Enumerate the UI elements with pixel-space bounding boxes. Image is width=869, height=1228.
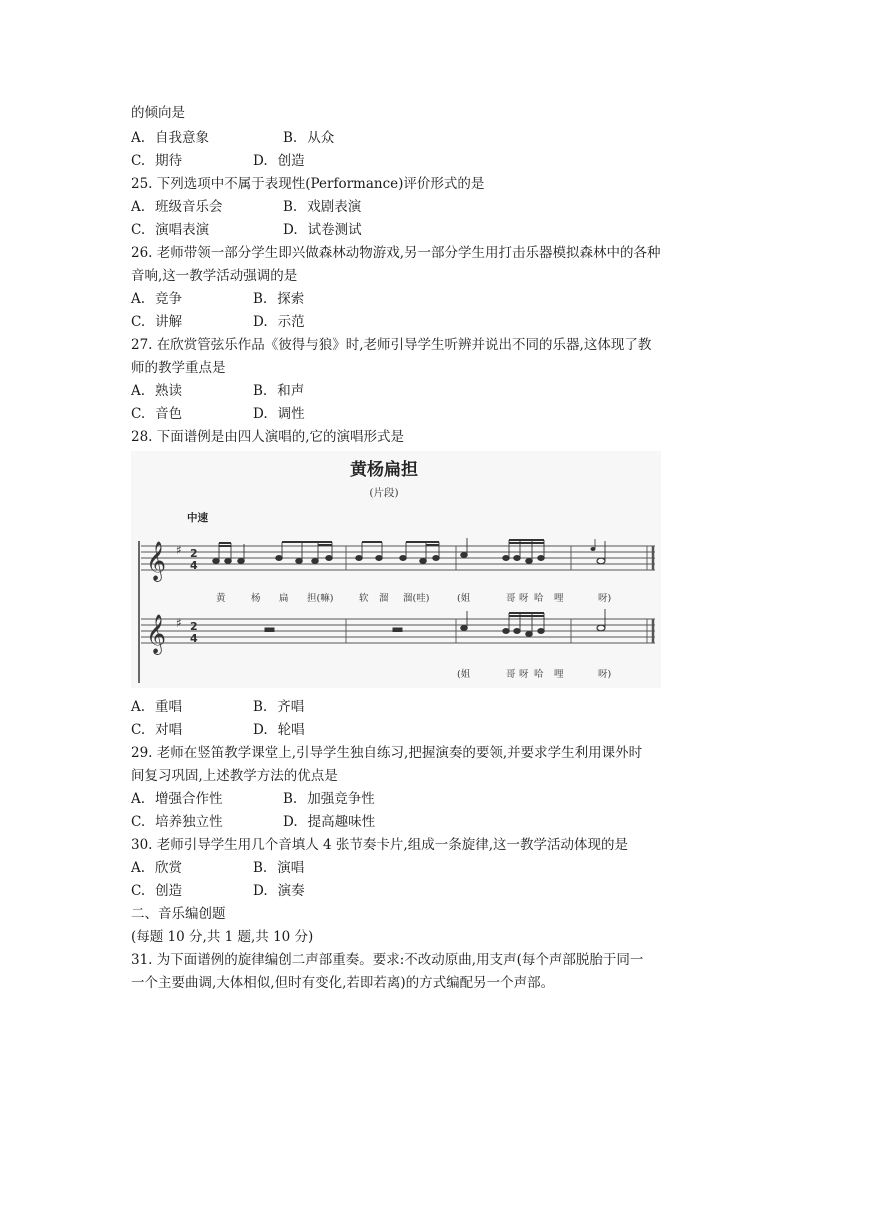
q28-stem: 28. 下面谱例是由四人演唱的,它的演唱形式是 bbox=[131, 429, 405, 445]
option-text: 轮唱 bbox=[277, 722, 305, 738]
treble-clef-icon-2: 𝄞 bbox=[146, 614, 167, 654]
option-text: 戏剧表演 bbox=[307, 199, 362, 215]
lyric2-4: 哈 bbox=[534, 669, 544, 680]
q27-stem-1: 27. 在欣赏管弦乐作品《彼得与狼》时,老师引导学生听辨并说出不同的乐器,这体现了教 bbox=[131, 337, 652, 353]
q28-option-c[interactable] bbox=[131, 721, 182, 739]
option-text: 加强竞争性 bbox=[307, 791, 375, 807]
time-sig-top: 2 bbox=[190, 547, 198, 560]
option-text: 演唱表演 bbox=[155, 222, 210, 238]
option-label: C. bbox=[131, 814, 146, 830]
option-text: 和声 bbox=[277, 383, 305, 399]
option-text: 讲解 bbox=[155, 314, 183, 330]
time-sig-top-2: 2 bbox=[190, 620, 198, 633]
score-figure bbox=[131, 451, 661, 688]
score-svg bbox=[131, 451, 661, 688]
option-label: A. bbox=[131, 791, 146, 807]
option-text: 音色 bbox=[155, 406, 183, 422]
option-label: B. bbox=[283, 199, 298, 215]
lyric-13: 呀) bbox=[598, 593, 612, 604]
lyric-12: 哩 bbox=[554, 593, 564, 604]
option-text: 试卷测试 bbox=[307, 222, 362, 238]
treble-clef-icon: 𝄞 bbox=[146, 541, 167, 581]
q24-option-d[interactable] bbox=[253, 152, 305, 170]
option-label: B. bbox=[253, 860, 268, 876]
option-text: 提高趣味性 bbox=[307, 814, 376, 830]
option-label: D. bbox=[253, 722, 268, 738]
option-text: 熟读 bbox=[155, 383, 183, 399]
lyric2-2: 哥 bbox=[506, 669, 516, 680]
option-label: C. bbox=[131, 153, 146, 169]
option-label: A. bbox=[131, 199, 146, 215]
option-label: D. bbox=[283, 222, 298, 238]
option-label: D. bbox=[253, 883, 268, 899]
option-text: 演唱 bbox=[277, 860, 305, 876]
option-label: D. bbox=[253, 406, 268, 422]
option-label: A. bbox=[131, 699, 146, 715]
lyric-11: 哈 bbox=[534, 593, 544, 604]
q29-option-d[interactable] bbox=[283, 813, 375, 831]
option-label: C. bbox=[131, 883, 146, 899]
option-label: C. bbox=[131, 222, 146, 238]
option-text: 增强合作性 bbox=[155, 791, 223, 807]
q30-option-c[interactable] bbox=[131, 882, 182, 900]
option-text: 从众 bbox=[307, 130, 335, 146]
option-label: B. bbox=[253, 383, 268, 399]
q24-stem-tail: 的倾向是 bbox=[131, 105, 185, 121]
lyric2-6: 呀) bbox=[598, 669, 612, 680]
option-text: 示范 bbox=[277, 314, 305, 330]
q26-stem-1: 26. 老师带领一部分学生即兴做森林动物游戏,另一部分学生用打击乐器模拟森林中的各种 bbox=[131, 245, 661, 261]
lyric-3: 扁 bbox=[279, 593, 289, 604]
whole-rest-icon bbox=[265, 628, 274, 632]
q25-option-a[interactable] bbox=[131, 198, 223, 216]
option-label: B. bbox=[253, 291, 268, 307]
option-text: 欣赏 bbox=[155, 860, 183, 876]
q24-option-a[interactable] bbox=[131, 129, 209, 147]
time-sig-bottom: 4 bbox=[190, 559, 198, 572]
option-text: 演奏 bbox=[277, 883, 305, 899]
lyric-4: 担(嘛) bbox=[307, 593, 334, 604]
option-label: B. bbox=[283, 130, 298, 146]
section-score-note: (每题 10 分,共 1 题,共 10 分) bbox=[131, 929, 314, 945]
q27-option-b[interactable] bbox=[253, 382, 304, 400]
q25-option-b[interactable] bbox=[283, 198, 361, 216]
q27-option-c[interactable] bbox=[131, 405, 182, 423]
q26-option-a[interactable] bbox=[131, 290, 182, 308]
q30-stem: 30. 老师引导学生用几个音填人 4 张节奏卡片,组成一条旋律,这一教学活动体现的是 bbox=[131, 837, 629, 853]
lyric2-3: 呀 bbox=[519, 669, 529, 680]
q26-stem-2: 音响,这一教学活动强调的是 bbox=[131, 268, 298, 284]
q29-stem-2: 间复习巩固,上述教学方法的优点是 bbox=[131, 768, 338, 784]
option-label: B. bbox=[283, 791, 298, 807]
q28-option-a[interactable] bbox=[131, 698, 182, 716]
time-sig-bottom-2: 4 bbox=[190, 632, 198, 645]
q26-option-b[interactable] bbox=[253, 290, 304, 308]
lyric-2: 杨 bbox=[251, 593, 261, 604]
lyric-5: 软 bbox=[359, 593, 369, 604]
q31-stem-2: 一个主要曲调,大体相似,但时有变化,若即若离)的方式编配另一个声部。 bbox=[131, 975, 555, 991]
lyric2-5: 哩 bbox=[554, 669, 564, 680]
q28-option-b[interactable] bbox=[253, 698, 304, 716]
q29-stem-1: 29. 老师在竖笛教学课堂上,引导学生独自练习,把握演奏的要领,并要求学生利用课外时 bbox=[131, 745, 643, 761]
option-label: D. bbox=[283, 814, 298, 830]
lyric-10: 呀 bbox=[519, 593, 529, 604]
q24-option-b[interactable] bbox=[283, 129, 334, 147]
option-text: 调性 bbox=[277, 406, 305, 422]
option-text: 创造 bbox=[277, 153, 305, 169]
lyric2-1: (姐 bbox=[457, 669, 471, 680]
q30-option-b[interactable] bbox=[253, 859, 304, 877]
score-subtitle: (片段) bbox=[369, 487, 399, 499]
option-text: 自我意象 bbox=[155, 130, 210, 146]
q29-option-b[interactable] bbox=[283, 790, 375, 808]
option-text: 班级音乐会 bbox=[155, 199, 223, 215]
q30-option-a[interactable] bbox=[131, 859, 182, 877]
option-text: 培养独立性 bbox=[155, 814, 223, 830]
q25-option-c[interactable] bbox=[131, 221, 209, 239]
key-sharp-icon: ♯ bbox=[176, 543, 182, 557]
key-sharp-icon-2: ♯ bbox=[176, 616, 182, 630]
q27-option-d[interactable] bbox=[253, 405, 305, 423]
option-text: 竞争 bbox=[155, 291, 183, 307]
option-label: A. bbox=[131, 383, 146, 399]
q29-option-c[interactable] bbox=[131, 813, 223, 831]
lyric-8: (姐 bbox=[457, 593, 471, 604]
option-text: 重唱 bbox=[155, 699, 183, 715]
q26-option-d[interactable] bbox=[253, 313, 305, 331]
lyric-7: 溜(哇) bbox=[403, 593, 430, 604]
option-label: C. bbox=[131, 406, 146, 422]
option-label: C. bbox=[131, 314, 146, 330]
q25-stem: 25. 下列选项中不属于表现性(Performance)评价形式的是 bbox=[131, 176, 485, 192]
q31-stem-1: 31. 为下面谱例的旋律编创二声部重奏。要求:不改动原曲,用支声(每个声部脱胎于同一 bbox=[131, 952, 644, 968]
q30-option-d[interactable] bbox=[253, 882, 305, 900]
q25-option-d[interactable] bbox=[283, 221, 362, 239]
option-text: 齐唱 bbox=[277, 699, 305, 715]
q24-option-c[interactable] bbox=[131, 152, 182, 170]
option-text: 探索 bbox=[277, 291, 305, 307]
score-title: 黄杨扁担 bbox=[350, 460, 418, 480]
lyric-9: 哥 bbox=[506, 593, 516, 604]
q29-option-a[interactable] bbox=[131, 790, 223, 808]
option-text: 对唱 bbox=[155, 722, 183, 738]
q27-stem-2: 师的教学重点是 bbox=[131, 360, 226, 376]
option-label: D. bbox=[253, 153, 268, 169]
section-heading: 二、音乐编创题 bbox=[131, 906, 226, 922]
tempo-marking: 中速 bbox=[187, 512, 208, 524]
whole-rest-icon bbox=[393, 628, 402, 632]
option-label: B. bbox=[253, 699, 268, 715]
option-label: A. bbox=[131, 860, 146, 876]
lyric-1: 黄 bbox=[216, 593, 226, 604]
q26-option-c[interactable] bbox=[131, 313, 182, 331]
option-text: 创造 bbox=[155, 883, 183, 899]
option-label: A. bbox=[131, 291, 146, 307]
option-label: A. bbox=[131, 130, 146, 146]
option-label: D. bbox=[253, 314, 268, 330]
option-label: C. bbox=[131, 722, 146, 738]
lyric-6: 溜 bbox=[379, 593, 389, 604]
option-text: 期待 bbox=[155, 153, 183, 169]
q28-option-d[interactable] bbox=[253, 721, 305, 739]
q27-option-a[interactable] bbox=[131, 382, 182, 400]
